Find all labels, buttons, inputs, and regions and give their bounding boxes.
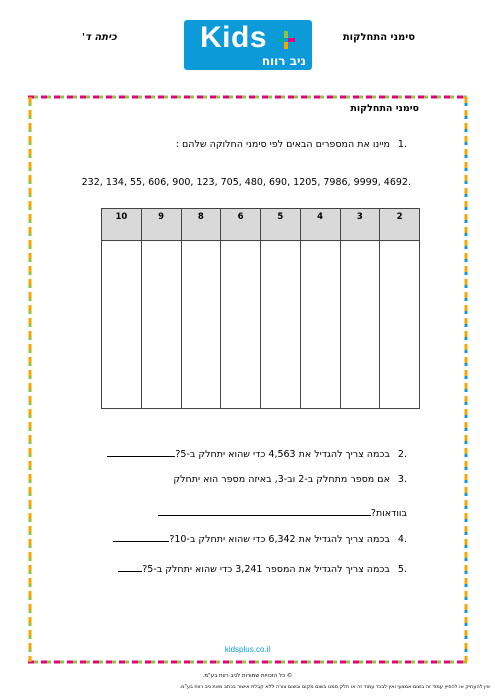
plus-icon bbox=[277, 31, 295, 49]
question-4 bbox=[113, 531, 407, 545]
answer-line[interactable] bbox=[118, 561, 142, 572]
answer-cell-9[interactable] bbox=[141, 241, 181, 409]
question-text: אם מספר מתחלק ב-2 וב-3, באיזה מספר הוא יתחלק bbox=[173, 474, 390, 485]
answer-line[interactable] bbox=[113, 531, 169, 542]
divisibility-table bbox=[101, 208, 420, 409]
question-3-continued bbox=[158, 505, 407, 519]
numbers-list: 232, 134, 55, 606, 900, 123, 705, 480, 690, 1205, 7986, 9999, 4692. bbox=[81, 177, 411, 188]
question-text: מיינו את המספרים הבאים לפי סימני החלוקה שלהם : bbox=[175, 139, 390, 150]
question-text: בכמה צריך להגדיל את 6,342 כדי שהוא יתחלק ב-10? bbox=[169, 534, 390, 545]
footer-copyright: © כל הזכויות שמורות לניב רווח בע"מ. bbox=[202, 673, 293, 679]
header-title: סימני התחלקות bbox=[342, 32, 415, 43]
logo-word: Kids bbox=[200, 21, 268, 54]
question-number: .3 bbox=[397, 474, 407, 485]
question-number: .1 bbox=[397, 139, 407, 150]
column-header-6: 6 bbox=[221, 209, 261, 241]
question-text: בוודאות? bbox=[370, 508, 407, 519]
answer-cell-3[interactable] bbox=[340, 241, 380, 409]
question-1 bbox=[176, 139, 407, 150]
column-header-4: 4 bbox=[300, 209, 340, 241]
answer-cell-8[interactable] bbox=[181, 241, 221, 409]
answer-line[interactable] bbox=[158, 505, 371, 516]
footer-site-link[interactable]: kidsplus.co.il bbox=[224, 645, 271, 654]
footer-legal-notice: אין להעתיק או להפיץ עמוד זה בשום אמצעי ואין לבכד עמוד זה או חלק ממנו בשום מקום ובשום צורה ללא קבלת אישור בכתב מאת ניב רווח בע"מ. bbox=[179, 684, 490, 690]
question-number: .2 bbox=[397, 449, 407, 460]
answer-line[interactable] bbox=[107, 446, 175, 457]
header-grade: כיתה ד' bbox=[82, 32, 117, 43]
section-title: סימני התחלקות bbox=[350, 103, 419, 114]
logo-subtitle: ניב רווח bbox=[261, 54, 306, 68]
table-header-row bbox=[102, 209, 420, 241]
answer-cell-2[interactable] bbox=[380, 241, 420, 409]
answer-cell-6[interactable] bbox=[221, 241, 261, 409]
question-3 bbox=[173, 474, 407, 485]
answer-cell-10[interactable] bbox=[102, 241, 142, 409]
kids-logo bbox=[184, 20, 312, 70]
table-answer-row bbox=[102, 241, 420, 409]
question-number: .4 bbox=[397, 534, 407, 545]
column-header-5: 5 bbox=[261, 209, 301, 241]
question-text: בכמה צריך להגדיל את 4,563 כדי שהוא יתחלק ב-5? bbox=[175, 449, 390, 460]
column-header-9: 9 bbox=[141, 209, 181, 241]
answer-cell-5[interactable] bbox=[261, 241, 301, 409]
question-2 bbox=[107, 446, 407, 460]
column-header-8: 8 bbox=[181, 209, 221, 241]
column-header-3: 3 bbox=[340, 209, 380, 241]
answer-cell-4[interactable] bbox=[300, 241, 340, 409]
question-5 bbox=[118, 561, 407, 575]
column-header-10: 10 bbox=[102, 209, 142, 241]
question-text: בכמה צריך להגדיל את המספר 3,241 כדי שהוא יתחלק ב-5? bbox=[142, 564, 390, 575]
question-number: .5 bbox=[397, 564, 407, 575]
column-header-2: 2 bbox=[380, 209, 420, 241]
